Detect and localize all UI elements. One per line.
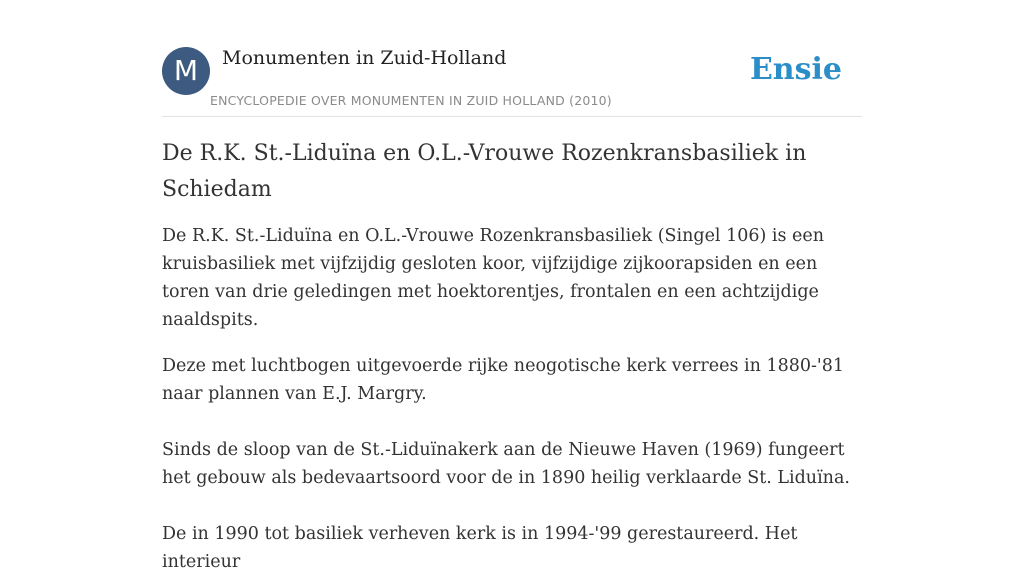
article-title: De R.K. St.-Liduïna en O.L.-Vrouwe Rozenkransbasiliek in Schiedam (162, 141, 807, 202)
avatar[interactable]: M (162, 47, 210, 95)
header (162, 46, 862, 117)
article-paragraph: De R.K. St.-Liduïna en O.L.-Vrouwe Rozenkransbasiliek (Singel 106) is een kruisbasiliek met vijfzijdig gesloten koor, vijfzijdige zijkoorapsiden en een toren van drie geledingen met hoektorentjes, frontalen en een achtzijdige naaldspits. (162, 226, 825, 330)
article-paragraph: De in 1990 tot basiliek verheven kerk is in 1994-'99 gerestaureerd. Het interieur (162, 524, 798, 572)
article-paragraph: Deze met luchtbogen uitgevoerde rijke neogotische kerk verrees in 1880-'81 naar plannen van E.J. Margry. (162, 356, 844, 404)
article-paragraph: Sinds de sloop van de St.-Liduïnakerk aan de Nieuwe Haven (1969) fungeert het gebouw als bedevaartsoord voor de in 1890 heilig verklaarde St. Liduïna. (162, 440, 850, 488)
source-title-link[interactable]: Monumenten in Zuid-Holland (222, 47, 507, 69)
article (162, 136, 862, 576)
ensie-logo[interactable]: Ensie (749, 52, 842, 87)
source-subtitle: ENCYCLOPEDIE OVER MONUMENTEN IN ZUID HOLLAND (2010) (210, 93, 612, 108)
